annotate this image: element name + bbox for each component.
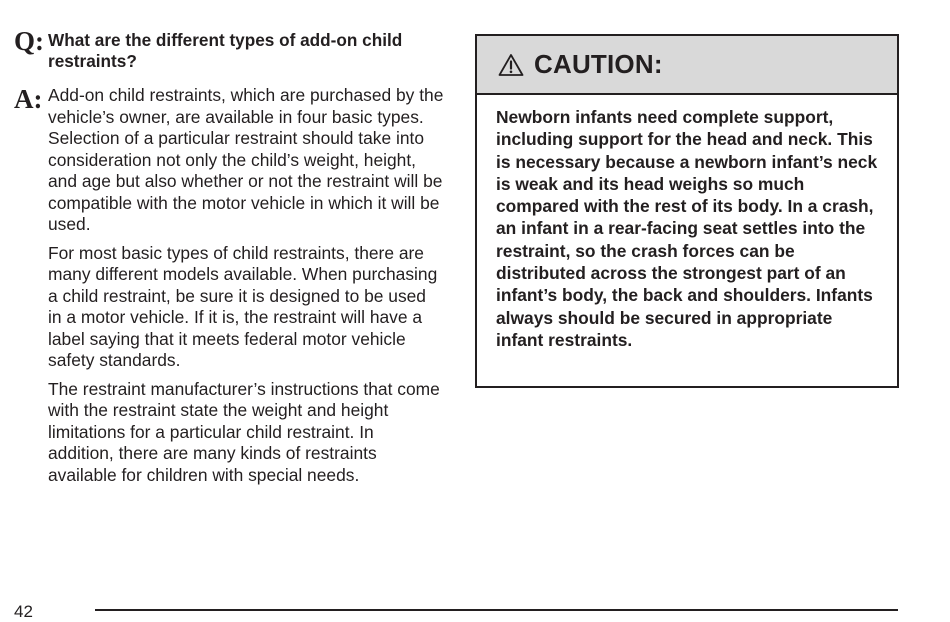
answer-row — [14, 85, 444, 486]
question-text: What are the different types of add-on child restraints? — [48, 30, 403, 71]
answer-paragraph: Add-on child restraints, which are purchased by the vehicle’s owner, are available in four basic types. Selection of a particular restraint should take into consideration not only the child’s weight, height, and age but also whether or not the restraint will be compatible with the motor vehicle in which it will be used. — [48, 85, 444, 234]
warning-triangle-icon — [498, 53, 524, 77]
footer-rule — [95, 609, 898, 611]
question-row — [14, 28, 444, 72]
caution-title: CAUTION: — [534, 49, 663, 79]
answer-marker: A: — [14, 84, 43, 114]
answer-paragraph: For most basic types of child restraints, there are many different models available. When purchasing a child restraint, be sure it is designed to be used in a motor vehicle. If it is, the restraint will have a label saying that it meets federal motor vehicle safety standards. — [48, 242, 438, 370]
caution-header — [477, 36, 897, 95]
page-number: 42 — [14, 602, 33, 621]
caution-box — [475, 34, 899, 388]
qa-section — [14, 28, 444, 493]
caution-text: Newborn infants need complete support, including support for the head and neck. This is necessary because a newborn infant’s neck is weak and its head weighs so much compared with the rest of its body. In a crash, an infant in a rear-facing seat settles into the restraint, so the crash forces can be distributed across the strongest part of an infant’s body, the back and shoulders. Infants always should be secured in appropriate infant restraints. — [496, 107, 878, 350]
question-marker: Q: — [14, 26, 44, 56]
answer-paragraph: The restraint manufacturer’s instructions that come with the restraint state the weight and height limitations for a particular child restraint. In addition, there are many kinds of restraints available for children with special needs. — [48, 378, 440, 485]
